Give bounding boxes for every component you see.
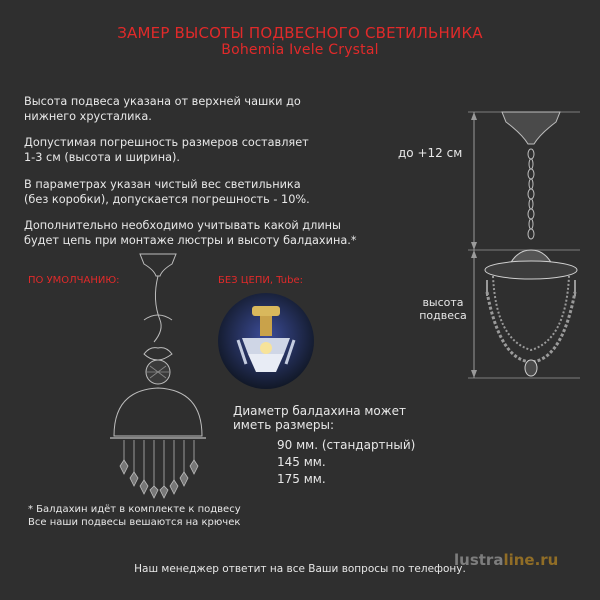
default-variant-label: ПО УМОЛЧАНИЮ: — [28, 275, 120, 286]
suspension-height-line: высота — [422, 296, 464, 309]
page-title: ЗАМЕР ВЫСОТЫ ПОДВЕСНОГО СВЕТИЛЬНИКА — [117, 24, 483, 42]
note-line: Дополнительно необходимо учитывать какой длины — [24, 219, 341, 232]
note-line: Допустимая погрешность размеров составляет — [24, 136, 309, 149]
note-chain-length — [24, 218, 384, 248]
canopy-size-item: 145 мм. — [277, 455, 326, 469]
note-tolerance — [24, 135, 384, 165]
note-line: 1-3 см (высота и ширина). — [24, 151, 180, 164]
contact-note: Наш менеджер ответит на все Ваши вопросы по телефону. — [134, 563, 466, 575]
watermark-part: line.ru — [503, 551, 559, 569]
footnote-line: * Балдахин идёт в комплекте к подвесу — [28, 504, 241, 515]
note-line: (без коробки), допускается погрешность - 10%. — [24, 193, 310, 206]
note-line: будет цепь при монтаже люстры и высоту балдахина.* — [24, 234, 357, 247]
footnote-line: Все наши подвесы вешаются на крючек — [28, 517, 241, 528]
note-suspension-height — [24, 94, 384, 124]
watermark-part: lustra — [454, 551, 504, 569]
canopy-size-item: 175 мм. — [277, 472, 326, 486]
note-weight — [24, 177, 384, 207]
note-line: нижнего хрусталика. — [24, 110, 152, 123]
canopy-caption — [233, 404, 406, 432]
default-pendant-illustration — [100, 250, 215, 500]
suspension-height-line: подвеса — [419, 309, 467, 322]
note-line: В параметрах указан чистый вес светильника — [24, 178, 301, 191]
canopy-footnote — [28, 503, 241, 529]
suspension-height-label — [418, 296, 468, 322]
tube-variant-label: БЕЗ ЦЕПИ, Tube: — [218, 275, 304, 286]
page-subtitle: Bohemia Ivele Crystal — [221, 42, 379, 58]
chain-length-label: до +12 см — [398, 146, 463, 160]
canopy-caption-line: Диаметр балдахина может — [233, 404, 406, 418]
tube-variant-photo — [216, 292, 316, 390]
note-line: Высота подвеса указана от верхней чашки до — [24, 95, 301, 108]
canopy-caption-line: иметь размеры: — [233, 418, 335, 432]
pendant-measure-illustration — [460, 100, 600, 390]
canopy-size-item: 90 мм. (стандартный) — [277, 438, 416, 452]
canopy-sizes-list — [277, 437, 415, 488]
